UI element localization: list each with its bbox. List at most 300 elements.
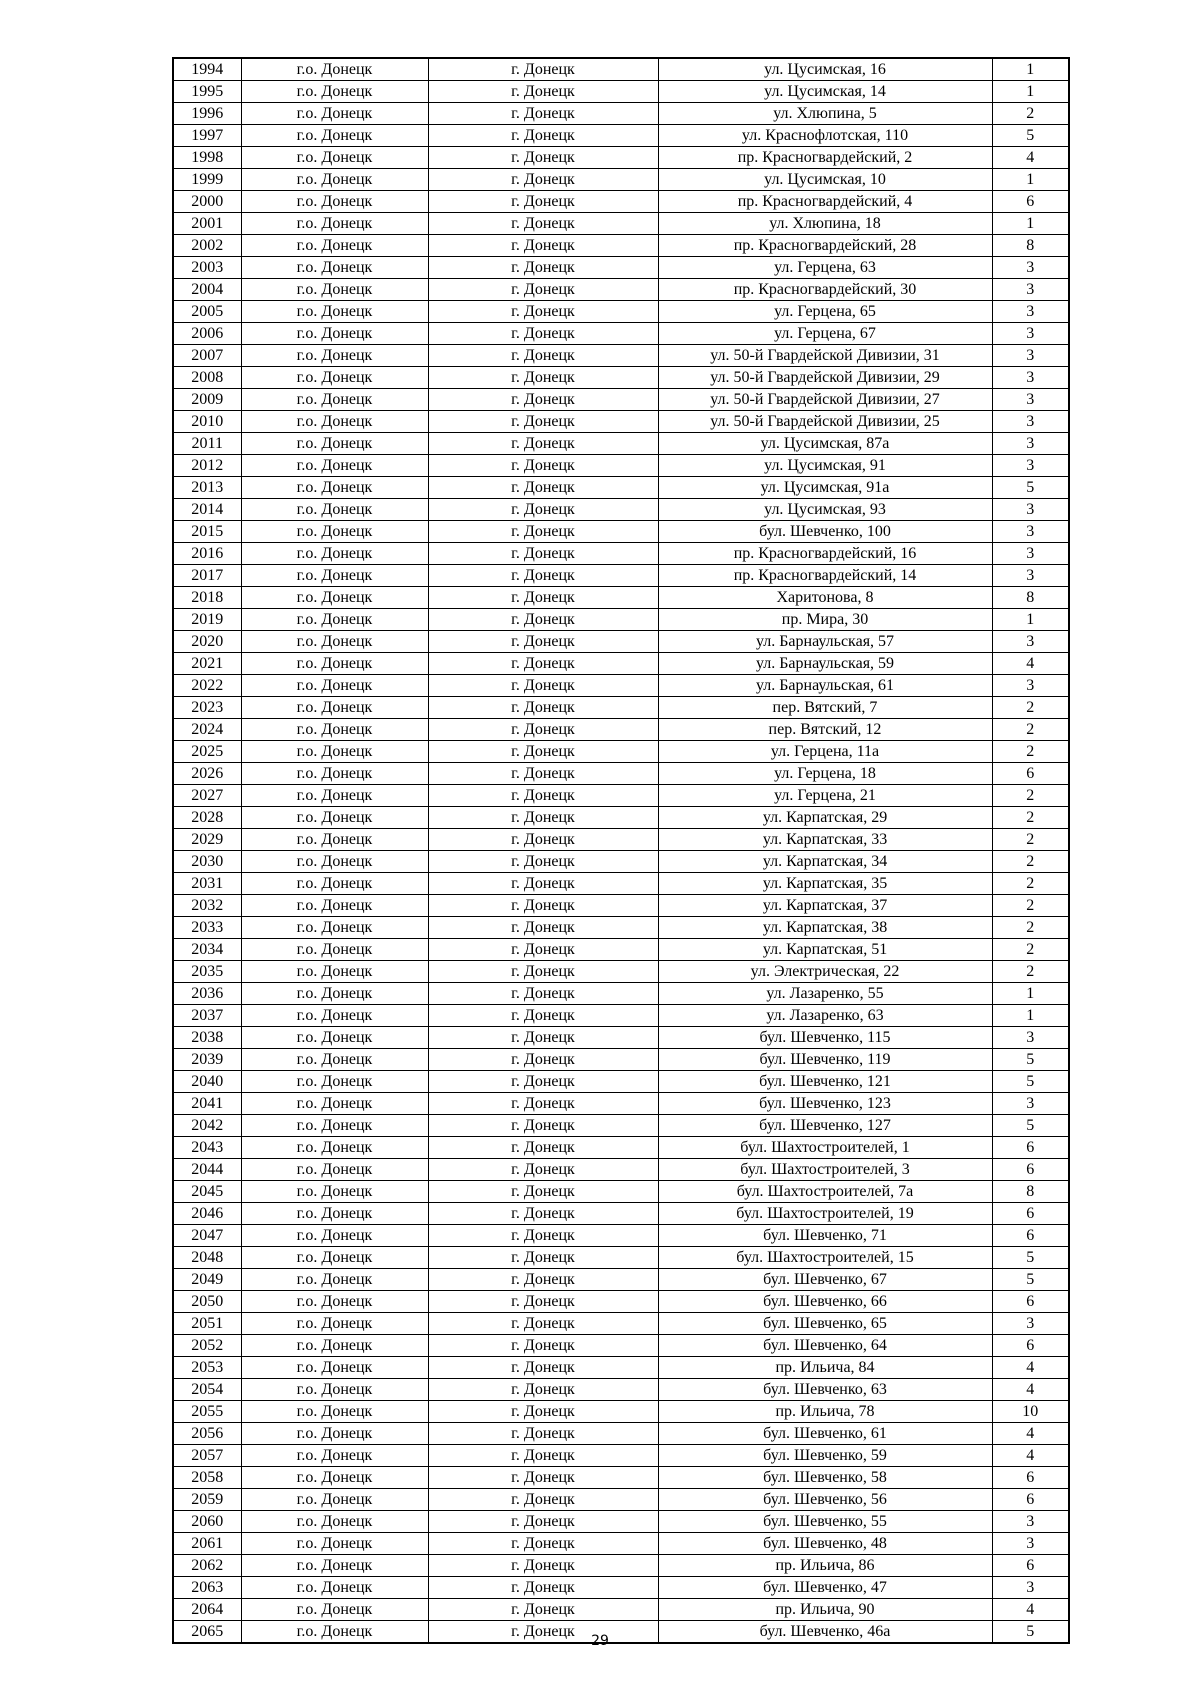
address-cell: ул. 50-й Гвардейской Дивизии, 31 — [658, 345, 992, 367]
row-number-cell: 2059 — [173, 1489, 241, 1511]
row-number-cell: 2051 — [173, 1313, 241, 1335]
row-number-cell: 2043 — [173, 1137, 241, 1159]
city-cell: г. Донецк — [428, 785, 658, 807]
count-cell: 2 — [992, 785, 1069, 807]
city-cell: г. Донецк — [428, 763, 658, 785]
city-cell: г. Донецк — [428, 1159, 658, 1181]
city-cell: г. Донецк — [428, 697, 658, 719]
address-cell: ул. 50-й Гвардейской Дивизии, 29 — [658, 367, 992, 389]
table-row — [173, 125, 1069, 147]
district-cell: г.о. Донецк — [241, 1401, 428, 1423]
city-cell: г. Донецк — [428, 147, 658, 169]
row-number-cell: 2046 — [173, 1203, 241, 1225]
page-number: 29 — [591, 1633, 609, 1649]
address-cell: Харитонова, 8 — [658, 587, 992, 609]
table-row — [173, 1533, 1069, 1555]
table-row — [173, 257, 1069, 279]
row-number-cell: 2017 — [173, 565, 241, 587]
row-number-cell: 2037 — [173, 1005, 241, 1027]
address-cell: ул. 50-й Гвардейской Дивизии, 25 — [658, 411, 992, 433]
city-cell: г. Донецк — [428, 1555, 658, 1577]
district-cell: г.о. Донецк — [241, 829, 428, 851]
row-number-cell: 2013 — [173, 477, 241, 499]
city-cell: г. Донецк — [428, 499, 658, 521]
address-cell: бул. Шевченко, 67 — [658, 1269, 992, 1291]
city-cell: г. Донецк — [428, 1291, 658, 1313]
table-row — [173, 1203, 1069, 1225]
count-cell: 6 — [992, 1225, 1069, 1247]
count-cell: 1 — [992, 81, 1069, 103]
table-row — [173, 1335, 1069, 1357]
city-cell: г. Донецк — [428, 1313, 658, 1335]
address-cell: ул. Карпатская, 51 — [658, 939, 992, 961]
district-cell: г.о. Донецк — [241, 58, 428, 81]
address-cell: ул. Герцена, 11а — [658, 741, 992, 763]
address-cell: ул. Барнаульская, 61 — [658, 675, 992, 697]
address-cell: пр. Ильича, 86 — [658, 1555, 992, 1577]
count-cell: 1 — [992, 609, 1069, 631]
count-cell: 3 — [992, 1093, 1069, 1115]
district-cell: г.о. Донецк — [241, 455, 428, 477]
table-row — [173, 785, 1069, 807]
city-cell: г. Донецк — [428, 1071, 658, 1093]
count-cell: 3 — [992, 1533, 1069, 1555]
count-cell: 4 — [992, 653, 1069, 675]
row-number-cell: 2025 — [173, 741, 241, 763]
count-cell: 3 — [992, 345, 1069, 367]
city-cell: г. Донецк — [428, 367, 658, 389]
city-cell: г. Донецк — [428, 301, 658, 323]
district-cell: г.о. Донецк — [241, 367, 428, 389]
table-row — [173, 851, 1069, 873]
city-cell: г. Донецк — [428, 1247, 658, 1269]
city-cell: г. Донецк — [428, 741, 658, 763]
district-cell: г.о. Донецк — [241, 631, 428, 653]
count-cell: 3 — [992, 455, 1069, 477]
city-cell: г. Донецк — [428, 411, 658, 433]
count-cell: 6 — [992, 1203, 1069, 1225]
row-number-cell: 2004 — [173, 279, 241, 301]
table-row — [173, 1489, 1069, 1511]
count-cell: 10 — [992, 1401, 1069, 1423]
count-cell: 3 — [992, 675, 1069, 697]
district-cell: г.о. Донецк — [241, 1533, 428, 1555]
count-cell: 3 — [992, 323, 1069, 345]
row-number-cell: 2057 — [173, 1445, 241, 1467]
district-cell: г.о. Донецк — [241, 1621, 428, 1644]
address-cell: ул. Цусимская, 87а — [658, 433, 992, 455]
table-row — [173, 433, 1069, 455]
table-row — [173, 1423, 1069, 1445]
table-row — [173, 81, 1069, 103]
table-row — [173, 411, 1069, 433]
row-number-cell: 2036 — [173, 983, 241, 1005]
address-cell: ул. Краснофлотская, 110 — [658, 125, 992, 147]
district-cell: г.о. Донецк — [241, 873, 428, 895]
row-number-cell: 2054 — [173, 1379, 241, 1401]
district-cell: г.о. Донецк — [241, 477, 428, 499]
row-number-cell: 2055 — [173, 1401, 241, 1423]
table-row — [173, 323, 1069, 345]
table-row — [173, 543, 1069, 565]
city-cell: г. Донецк — [428, 1489, 658, 1511]
table-row — [173, 1027, 1069, 1049]
address-cell: ул. Хлюпина, 5 — [658, 103, 992, 125]
row-number-cell: 2032 — [173, 895, 241, 917]
count-cell: 6 — [992, 1335, 1069, 1357]
row-number-cell: 2038 — [173, 1027, 241, 1049]
city-cell: г. Донецк — [428, 829, 658, 851]
address-cell: ул. Карпатская, 35 — [658, 873, 992, 895]
table-row — [173, 1269, 1069, 1291]
district-cell: г.о. Донецк — [241, 1489, 428, 1511]
table-row — [173, 565, 1069, 587]
district-cell: г.о. Донецк — [241, 961, 428, 983]
address-cell: бул. Шевченко, 66 — [658, 1291, 992, 1313]
count-cell: 3 — [992, 565, 1069, 587]
district-cell: г.о. Донецк — [241, 279, 428, 301]
table-row — [173, 1181, 1069, 1203]
city-cell: г. Донецк — [428, 1577, 658, 1599]
table-row — [173, 345, 1069, 367]
table-row — [173, 279, 1069, 301]
table-row — [173, 1225, 1069, 1247]
row-number-cell: 2047 — [173, 1225, 241, 1247]
address-cell: ул. Герцена, 63 — [658, 257, 992, 279]
row-number-cell: 2064 — [173, 1599, 241, 1621]
district-cell: г.о. Донецк — [241, 389, 428, 411]
table-row — [173, 631, 1069, 653]
table-row — [173, 169, 1069, 191]
table-row — [173, 807, 1069, 829]
count-cell: 4 — [992, 1357, 1069, 1379]
count-cell: 8 — [992, 1181, 1069, 1203]
table-row — [173, 367, 1069, 389]
address-cell: бул. Шевченко, 127 — [658, 1115, 992, 1137]
count-cell: 5 — [992, 1115, 1069, 1137]
count-cell: 2 — [992, 851, 1069, 873]
district-cell: г.о. Донецк — [241, 147, 428, 169]
district-cell: г.о. Донецк — [241, 1181, 428, 1203]
table-row — [173, 1577, 1069, 1599]
row-number-cell: 2034 — [173, 939, 241, 961]
address-cell: бул. Шевченко, 63 — [658, 1379, 992, 1401]
row-number-cell: 2052 — [173, 1335, 241, 1357]
count-cell: 5 — [992, 1071, 1069, 1093]
table-row — [173, 1291, 1069, 1313]
city-cell: г. Донецк — [428, 191, 658, 213]
city-cell: г. Донецк — [428, 58, 658, 81]
table-row — [173, 1159, 1069, 1181]
row-number-cell: 1995 — [173, 81, 241, 103]
table-row — [173, 675, 1069, 697]
address-cell: ул. Герцена, 65 — [658, 301, 992, 323]
row-number-cell: 1996 — [173, 103, 241, 125]
table-row — [173, 103, 1069, 125]
table-row — [173, 1247, 1069, 1269]
city-cell: г. Донецк — [428, 169, 658, 191]
row-number-cell: 2012 — [173, 455, 241, 477]
city-cell: г. Донецк — [428, 1511, 658, 1533]
address-cell: пер. Вятский, 7 — [658, 697, 992, 719]
count-cell: 5 — [992, 1621, 1069, 1644]
city-cell: г. Донецк — [428, 1401, 658, 1423]
table-row — [173, 147, 1069, 169]
count-cell: 6 — [992, 1137, 1069, 1159]
district-cell: г.о. Донецк — [241, 1445, 428, 1467]
address-cell: бул. Шевченко, 59 — [658, 1445, 992, 1467]
address-cell: бул. Шевченко, 119 — [658, 1049, 992, 1071]
district-cell: г.о. Донецк — [241, 543, 428, 565]
city-cell: г. Донецк — [428, 1335, 658, 1357]
row-number-cell: 2053 — [173, 1357, 241, 1379]
table-row — [173, 235, 1069, 257]
district-cell: г.о. Донецк — [241, 785, 428, 807]
address-cell: бул. Шахтостроителей, 7а — [658, 1181, 992, 1203]
address-cell: бул. Шевченко, 65 — [658, 1313, 992, 1335]
district-cell: г.о. Донецк — [241, 1423, 428, 1445]
district-cell: г.о. Донецк — [241, 1159, 428, 1181]
row-number-cell: 2024 — [173, 719, 241, 741]
district-cell: г.о. Донецк — [241, 1577, 428, 1599]
district-cell: г.о. Донецк — [241, 697, 428, 719]
address-cell: ул. Барнаульская, 59 — [658, 653, 992, 675]
table-row — [173, 1511, 1069, 1533]
table-row — [173, 917, 1069, 939]
table-row — [173, 587, 1069, 609]
city-cell: г. Донецк — [428, 257, 658, 279]
city-cell: г. Донецк — [428, 1225, 658, 1247]
district-cell: г.о. Донецк — [241, 939, 428, 961]
district-cell: г.о. Донецк — [241, 895, 428, 917]
count-cell: 3 — [992, 631, 1069, 653]
district-cell: г.о. Донецк — [241, 169, 428, 191]
district-cell: г.о. Донецк — [241, 235, 428, 257]
address-cell: ул. Герцена, 18 — [658, 763, 992, 785]
district-cell: г.о. Донецк — [241, 191, 428, 213]
row-number-cell: 2000 — [173, 191, 241, 213]
city-cell: г. Донецк — [428, 1533, 658, 1555]
city-cell: г. Донецк — [428, 1049, 658, 1071]
address-cell: бул. Шевченко, 55 — [658, 1511, 992, 1533]
address-cell: бул. Шахтостроителей, 19 — [658, 1203, 992, 1225]
row-number-cell: 2056 — [173, 1423, 241, 1445]
count-cell: 3 — [992, 301, 1069, 323]
address-cell: пр. Красногвардейский, 30 — [658, 279, 992, 301]
city-cell: г. Донецк — [428, 1467, 658, 1489]
count-cell: 4 — [992, 1599, 1069, 1621]
district-cell: г.о. Донецк — [241, 1555, 428, 1577]
district-cell: г.о. Донецк — [241, 521, 428, 543]
district-cell: г.о. Донецк — [241, 1005, 428, 1027]
district-cell: г.о. Донецк — [241, 1247, 428, 1269]
address-cell: ул. Цусимская, 91 — [658, 455, 992, 477]
address-cell: пер. Вятский, 12 — [658, 719, 992, 741]
table-row — [173, 301, 1069, 323]
count-cell: 2 — [992, 719, 1069, 741]
address-cell: бул. Шевченко, 46а — [658, 1621, 992, 1644]
row-number-cell: 1997 — [173, 125, 241, 147]
district-cell: г.о. Донецк — [241, 1093, 428, 1115]
count-cell: 4 — [992, 1379, 1069, 1401]
city-cell: г. Донецк — [428, 939, 658, 961]
city-cell: г. Донецк — [428, 235, 658, 257]
address-cell: бул. Шахтостроителей, 1 — [658, 1137, 992, 1159]
row-number-cell: 2062 — [173, 1555, 241, 1577]
row-number-cell: 2001 — [173, 213, 241, 235]
row-number-cell: 2009 — [173, 389, 241, 411]
city-cell: г. Донецк — [428, 1203, 658, 1225]
address-cell: пр. Красногвардейский, 28 — [658, 235, 992, 257]
address-cell: бул. Шевченко, 61 — [658, 1423, 992, 1445]
address-cell: пр. Ильича, 84 — [658, 1357, 992, 1379]
row-number-cell: 1999 — [173, 169, 241, 191]
address-cell: ул. Электрическая, 22 — [658, 961, 992, 983]
district-cell: г.о. Донецк — [241, 851, 428, 873]
address-cell: ул. Лазаренко, 63 — [658, 1005, 992, 1027]
address-cell: бул. Шахтостроителей, 15 — [658, 1247, 992, 1269]
address-cell: бул. Шевченко, 100 — [658, 521, 992, 543]
count-cell: 6 — [992, 763, 1069, 785]
count-cell: 3 — [992, 257, 1069, 279]
count-cell: 3 — [992, 1577, 1069, 1599]
row-number-cell: 2011 — [173, 433, 241, 455]
table-row — [173, 895, 1069, 917]
count-cell: 5 — [992, 1049, 1069, 1071]
city-cell: г. Донецк — [428, 543, 658, 565]
city-cell: г. Донецк — [428, 653, 658, 675]
city-cell: г. Донецк — [428, 323, 658, 345]
row-number-cell: 2035 — [173, 961, 241, 983]
district-cell: г.о. Донецк — [241, 1291, 428, 1313]
table-row — [173, 1357, 1069, 1379]
table-row — [173, 829, 1069, 851]
district-cell: г.о. Донецк — [241, 983, 428, 1005]
row-number-cell: 2058 — [173, 1467, 241, 1489]
district-cell: г.о. Донецк — [241, 1357, 428, 1379]
city-cell: г. Донецк — [428, 521, 658, 543]
table-row — [173, 1137, 1069, 1159]
district-cell: г.о. Донецк — [241, 1511, 428, 1533]
count-cell: 1 — [992, 1005, 1069, 1027]
address-cell: ул. Карпатская, 38 — [658, 917, 992, 939]
table-row — [173, 1599, 1069, 1621]
address-cell: ул. Цусимская, 16 — [658, 58, 992, 81]
table-row — [173, 1445, 1069, 1467]
district-cell: г.о. Донецк — [241, 411, 428, 433]
district-cell: г.о. Донецк — [241, 1203, 428, 1225]
row-number-cell: 2006 — [173, 323, 241, 345]
count-cell: 2 — [992, 103, 1069, 125]
count-cell: 4 — [992, 1423, 1069, 1445]
count-cell: 6 — [992, 1159, 1069, 1181]
table-row — [173, 455, 1069, 477]
district-cell: г.о. Донецк — [241, 807, 428, 829]
row-number-cell: 2063 — [173, 1577, 241, 1599]
row-number-cell: 2010 — [173, 411, 241, 433]
row-number-cell: 2060 — [173, 1511, 241, 1533]
table-row — [173, 719, 1069, 741]
address-cell: бул. Шахтостроителей, 3 — [658, 1159, 992, 1181]
city-cell: г. Донецк — [428, 125, 658, 147]
table-row — [173, 499, 1069, 521]
city-cell: г. Донецк — [428, 279, 658, 301]
count-cell: 4 — [992, 1445, 1069, 1467]
table-row — [173, 389, 1069, 411]
count-cell: 3 — [992, 1313, 1069, 1335]
district-cell: г.о. Донецк — [241, 81, 428, 103]
count-cell: 3 — [992, 279, 1069, 301]
city-cell: г. Донецк — [428, 565, 658, 587]
district-cell: г.о. Донецк — [241, 1225, 428, 1247]
count-cell: 1 — [992, 58, 1069, 81]
city-cell: г. Донецк — [428, 609, 658, 631]
city-cell: г. Донецк — [428, 1599, 658, 1621]
table-row — [173, 1401, 1069, 1423]
row-number-cell: 2061 — [173, 1533, 241, 1555]
address-cell: бул. Шевченко, 64 — [658, 1335, 992, 1357]
district-cell: г.о. Донецк — [241, 587, 428, 609]
city-cell: г. Донецк — [428, 961, 658, 983]
city-cell: г. Донецк — [428, 1093, 658, 1115]
count-cell: 3 — [992, 521, 1069, 543]
district-cell: г.о. Донецк — [241, 719, 428, 741]
city-cell: г. Донецк — [428, 1445, 658, 1467]
address-table — [172, 57, 1070, 1644]
row-number-cell: 2016 — [173, 543, 241, 565]
address-cell: ул. Лазаренко, 55 — [658, 983, 992, 1005]
row-number-cell: 2029 — [173, 829, 241, 851]
district-cell: г.о. Донецк — [241, 301, 428, 323]
count-cell: 2 — [992, 741, 1069, 763]
row-number-cell: 2045 — [173, 1181, 241, 1203]
district-cell: г.о. Донецк — [241, 345, 428, 367]
district-cell: г.о. Донецк — [241, 1313, 428, 1335]
city-cell: г. Донецк — [428, 213, 658, 235]
address-cell: пр. Красногвардейский, 4 — [658, 191, 992, 213]
row-number-cell: 2020 — [173, 631, 241, 653]
row-number-cell: 2048 — [173, 1247, 241, 1269]
count-cell: 3 — [992, 433, 1069, 455]
city-cell: г. Донецк — [428, 477, 658, 499]
row-number-cell: 2021 — [173, 653, 241, 675]
district-cell: г.о. Донецк — [241, 213, 428, 235]
district-cell: г.о. Донецк — [241, 1049, 428, 1071]
count-cell: 1 — [992, 169, 1069, 191]
city-cell: г. Донецк — [428, 1181, 658, 1203]
city-cell: г. Донецк — [428, 1423, 658, 1445]
district-cell: г.о. Донецк — [241, 103, 428, 125]
row-number-cell: 2008 — [173, 367, 241, 389]
city-cell: г. Донецк — [428, 103, 658, 125]
city-cell: г. Донецк — [428, 433, 658, 455]
table-row — [173, 763, 1069, 785]
row-number-cell: 2027 — [173, 785, 241, 807]
row-number-cell: 2019 — [173, 609, 241, 631]
table-row — [173, 1467, 1069, 1489]
address-cell: пр. Ильича, 90 — [658, 1599, 992, 1621]
row-number-cell: 2005 — [173, 301, 241, 323]
city-cell: г. Донецк — [428, 983, 658, 1005]
row-number-cell: 2022 — [173, 675, 241, 697]
city-cell: г. Донецк — [428, 1621, 658, 1644]
table-row — [173, 983, 1069, 1005]
city-cell: г. Донецк — [428, 1269, 658, 1291]
district-cell: г.о. Донецк — [241, 1027, 428, 1049]
count-cell: 2 — [992, 829, 1069, 851]
row-number-cell: 2065 — [173, 1621, 241, 1644]
row-number-cell: 2049 — [173, 1269, 241, 1291]
